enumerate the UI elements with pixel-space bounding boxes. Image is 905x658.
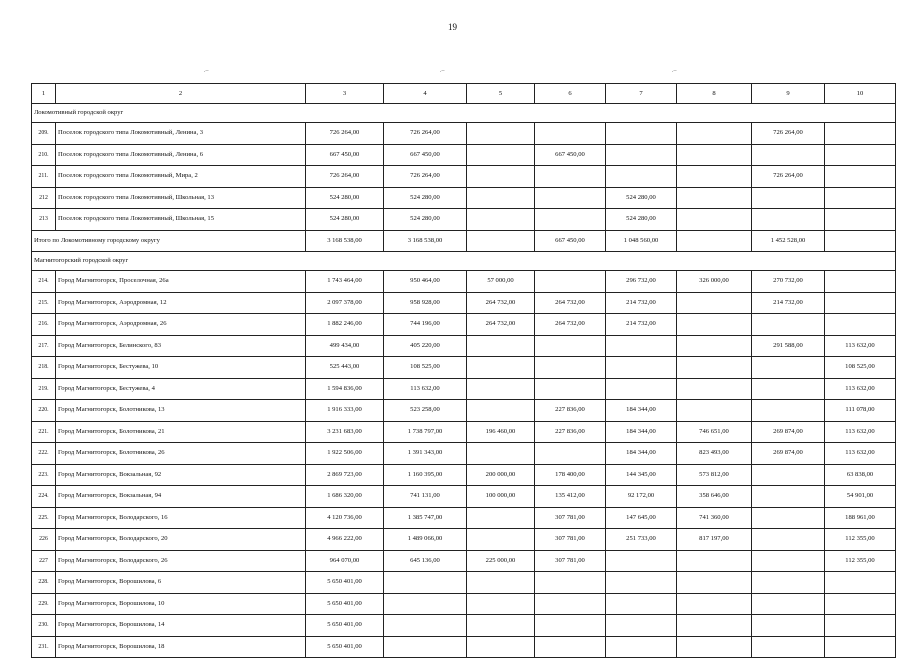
amount-cell: 823 493,00 bbox=[677, 443, 752, 465]
table-row bbox=[32, 209, 896, 231]
amount-cell: 4 120 736,00 bbox=[306, 507, 384, 529]
amount-cell: 178 400,00 bbox=[535, 464, 606, 486]
address-cell: Город Магнитогорск, Ворошилова, 14 bbox=[56, 615, 306, 637]
amount-cell bbox=[752, 144, 825, 166]
row-number: 223. bbox=[32, 464, 56, 486]
amount-cell bbox=[825, 166, 896, 188]
amount-cell bbox=[467, 572, 535, 594]
amount-cell bbox=[606, 144, 677, 166]
amount-cell bbox=[825, 209, 896, 231]
amount-cell: 524 280,00 bbox=[306, 187, 384, 209]
amount-cell: 726 264,00 bbox=[306, 123, 384, 145]
amount-cell bbox=[535, 443, 606, 465]
address-cell: Город Магнитогорск, Проселочная, 26а bbox=[56, 271, 306, 293]
table-row bbox=[32, 421, 896, 443]
amount-cell bbox=[677, 378, 752, 400]
amount-cell: 200 000,00 bbox=[467, 464, 535, 486]
row-number: 211. bbox=[32, 166, 56, 188]
amount-cell: 746 651,00 bbox=[677, 421, 752, 443]
amount-cell bbox=[467, 357, 535, 379]
amount-cell bbox=[384, 615, 467, 637]
amount-cell: 113 632,00 bbox=[825, 443, 896, 465]
amount-cell bbox=[677, 209, 752, 231]
amount-cell: 225 000,00 bbox=[467, 550, 535, 572]
table-body bbox=[32, 84, 896, 658]
row-number: 209. bbox=[32, 123, 56, 145]
amount-cell: 741 131,00 bbox=[384, 486, 467, 508]
address-cell: Город Магнитогорск, Володарского, 26 bbox=[56, 550, 306, 572]
amount-cell bbox=[677, 593, 752, 615]
table-row bbox=[32, 593, 896, 615]
amount-cell: 92 172,00 bbox=[606, 486, 677, 508]
address-cell: Поселок городского типа Локомотивный, Школьная, 13 bbox=[56, 187, 306, 209]
amount-cell bbox=[606, 335, 677, 357]
address-cell: Город Магнитогорск, Ворошилова, 6 bbox=[56, 572, 306, 594]
row-number: 228. bbox=[32, 572, 56, 594]
address-cell: Город Магнитогорск, Бестужева, 4 bbox=[56, 378, 306, 400]
row-number: 229. bbox=[32, 593, 56, 615]
amount-cell: 405 220,00 bbox=[384, 335, 467, 357]
total-amount-cell bbox=[677, 230, 752, 252]
table-row bbox=[32, 335, 896, 357]
address-cell: Город Магнитогорск, Ворошилова, 10 bbox=[56, 593, 306, 615]
amount-cell: 2 869 723,00 bbox=[306, 464, 384, 486]
amount-cell: 214 732,00 bbox=[752, 292, 825, 314]
amount-cell: 5 650 401,00 bbox=[306, 615, 384, 637]
amount-cell: 524 280,00 bbox=[384, 209, 467, 231]
amount-cell bbox=[384, 572, 467, 594]
amount-cell: 1 922 506,00 bbox=[306, 443, 384, 465]
amount-cell: 269 874,00 bbox=[752, 421, 825, 443]
row-number: 227 bbox=[32, 550, 56, 572]
amount-cell bbox=[825, 123, 896, 145]
amount-cell bbox=[535, 615, 606, 637]
budget-table bbox=[31, 83, 896, 658]
address-cell: Город Магнитогорск, Белинского, 83 bbox=[56, 335, 306, 357]
amount-cell: 1 489 066,00 bbox=[384, 529, 467, 551]
row-number: 217. bbox=[32, 335, 56, 357]
address-cell: Поселок городского типа Локомотивный, Мира, 2 bbox=[56, 166, 306, 188]
column-header: 2 bbox=[56, 84, 306, 104]
amount-cell bbox=[677, 572, 752, 594]
amount-cell: 227 836,00 bbox=[535, 400, 606, 422]
amount-cell: 326 000,00 bbox=[677, 271, 752, 293]
amount-cell: 307 781,00 bbox=[535, 507, 606, 529]
amount-cell: 726 264,00 bbox=[384, 166, 467, 188]
row-number: 220. bbox=[32, 400, 56, 422]
address-cell: Город Магнитогорск, Болотникова, 21 bbox=[56, 421, 306, 443]
amount-cell bbox=[752, 529, 825, 551]
amount-cell: 524 280,00 bbox=[606, 209, 677, 231]
amount-cell: 112 355,00 bbox=[825, 550, 896, 572]
table-row bbox=[32, 400, 896, 422]
column-header: 7 bbox=[606, 84, 677, 104]
amount-cell bbox=[752, 378, 825, 400]
amount-cell: 147 645,00 bbox=[606, 507, 677, 529]
amount-cell: 270 732,00 bbox=[752, 271, 825, 293]
amount-cell bbox=[384, 593, 467, 615]
address-cell: Город Магнитогорск, Вокзальная, 94 bbox=[56, 486, 306, 508]
table-row bbox=[32, 550, 896, 572]
amount-cell: 269 874,00 bbox=[752, 443, 825, 465]
table-row bbox=[32, 443, 896, 465]
address-cell: Город Магнитогорск, Аэродромная, 26 bbox=[56, 314, 306, 336]
section-title-row bbox=[32, 104, 896, 123]
column-header: 1 bbox=[32, 84, 56, 104]
amount-cell: 113 632,00 bbox=[825, 378, 896, 400]
amount-cell bbox=[677, 144, 752, 166]
amount-cell: 227 836,00 bbox=[535, 421, 606, 443]
amount-cell: 1 882 246,00 bbox=[306, 314, 384, 336]
amount-cell: 1 385 747,00 bbox=[384, 507, 467, 529]
address-cell: Город Магнитогорск, Аэродромная, 12 bbox=[56, 292, 306, 314]
table-row bbox=[32, 187, 896, 209]
amount-cell: 112 355,00 bbox=[825, 529, 896, 551]
total-amount-cell: 3 168 538,00 bbox=[306, 230, 384, 252]
amount-cell bbox=[606, 615, 677, 637]
amount-cell: 1 594 836,00 bbox=[306, 378, 384, 400]
amount-cell bbox=[535, 593, 606, 615]
section-title: Магнитогорский городской округ bbox=[32, 252, 896, 271]
amount-cell: 214 732,00 bbox=[606, 292, 677, 314]
amount-cell: 573 812,00 bbox=[677, 464, 752, 486]
amount-cell bbox=[677, 187, 752, 209]
amount-cell: 726 264,00 bbox=[752, 123, 825, 145]
amount-cell: 950 464,00 bbox=[384, 271, 467, 293]
table-row bbox=[32, 144, 896, 166]
address-cell: Город Магнитогорск, Болотникова, 26 bbox=[56, 443, 306, 465]
amount-cell: 964 070,00 bbox=[306, 550, 384, 572]
amount-cell: 726 264,00 bbox=[752, 166, 825, 188]
amount-cell: 113 632,00 bbox=[825, 335, 896, 357]
address-cell: Поселок городского типа Локомотивный, Школьная, 15 bbox=[56, 209, 306, 231]
amount-cell: 111 078,00 bbox=[825, 400, 896, 422]
amount-cell bbox=[752, 314, 825, 336]
total-amount-cell bbox=[825, 230, 896, 252]
row-number: 219. bbox=[32, 378, 56, 400]
table-row bbox=[32, 314, 896, 336]
amount-cell bbox=[677, 314, 752, 336]
amount-cell: 5 650 401,00 bbox=[306, 572, 384, 594]
table-row bbox=[32, 378, 896, 400]
address-cell: Город Магнитогорск, Володарского, 20 bbox=[56, 529, 306, 551]
table-row bbox=[32, 271, 896, 293]
amount-cell: 524 280,00 bbox=[306, 209, 384, 231]
amount-cell bbox=[825, 271, 896, 293]
row-number: 213 bbox=[32, 209, 56, 231]
amount-cell: 744 196,00 bbox=[384, 314, 467, 336]
row-number: 226 bbox=[32, 529, 56, 551]
amount-cell bbox=[606, 166, 677, 188]
amount-cell bbox=[752, 209, 825, 231]
amount-cell: 2 097 378,00 bbox=[306, 292, 384, 314]
amount-cell bbox=[467, 507, 535, 529]
amount-cell bbox=[677, 292, 752, 314]
amount-cell bbox=[752, 615, 825, 637]
amount-cell bbox=[677, 335, 752, 357]
row-number: 225. bbox=[32, 507, 56, 529]
table-row bbox=[32, 486, 896, 508]
amount-cell bbox=[752, 507, 825, 529]
amount-cell: 184 344,00 bbox=[606, 443, 677, 465]
amount-cell: 358 646,00 bbox=[677, 486, 752, 508]
amount-cell: 307 781,00 bbox=[535, 529, 606, 551]
amount-cell: 251 733,00 bbox=[606, 529, 677, 551]
address-cell: Город Магнитогорск, Бестужева, 10 bbox=[56, 357, 306, 379]
address-cell: Город Магнитогорск, Болотникова, 13 bbox=[56, 400, 306, 422]
amount-cell bbox=[606, 123, 677, 145]
address-cell: Поселок городского типа Локомотивный, Ленина, 6 bbox=[56, 144, 306, 166]
amount-cell bbox=[606, 550, 677, 572]
amount-cell: 524 280,00 bbox=[384, 187, 467, 209]
amount-cell: 184 344,00 bbox=[606, 421, 677, 443]
amount-cell: 525 443,00 bbox=[306, 357, 384, 379]
amount-cell bbox=[825, 144, 896, 166]
amount-cell bbox=[752, 572, 825, 594]
amount-cell: 108 525,00 bbox=[384, 357, 467, 379]
amount-cell bbox=[825, 292, 896, 314]
table-row bbox=[32, 529, 896, 551]
amount-cell: 291 588,00 bbox=[752, 335, 825, 357]
row-number: 214. bbox=[32, 271, 56, 293]
address-cell: Поселок городского типа Локомотивный, Ленина, 3 bbox=[56, 123, 306, 145]
amount-cell: 296 732,00 bbox=[606, 271, 677, 293]
row-number: 224. bbox=[32, 486, 56, 508]
amount-cell: 264 732,00 bbox=[467, 292, 535, 314]
amount-cell: 113 632,00 bbox=[825, 421, 896, 443]
amount-cell bbox=[677, 166, 752, 188]
amount-cell bbox=[535, 166, 606, 188]
amount-cell bbox=[677, 550, 752, 572]
amount-cell bbox=[752, 400, 825, 422]
table-row bbox=[32, 123, 896, 145]
amount-cell: 113 632,00 bbox=[384, 378, 467, 400]
amount-cell bbox=[467, 529, 535, 551]
column-header: 6 bbox=[535, 84, 606, 104]
amount-cell bbox=[535, 572, 606, 594]
amount-cell bbox=[467, 400, 535, 422]
column-header: 3 bbox=[306, 84, 384, 104]
scan-mark: .– bbox=[204, 68, 209, 74]
amount-cell bbox=[467, 443, 535, 465]
amount-cell bbox=[467, 123, 535, 145]
amount-cell bbox=[752, 593, 825, 615]
amount-cell bbox=[825, 314, 896, 336]
table-row bbox=[32, 572, 896, 594]
amount-cell: 264 732,00 bbox=[467, 314, 535, 336]
amount-cell bbox=[606, 378, 677, 400]
amount-cell bbox=[825, 615, 896, 637]
amount-cell bbox=[467, 593, 535, 615]
amount-cell: 4 966 222,00 bbox=[306, 529, 384, 551]
amount-cell bbox=[535, 209, 606, 231]
table-row bbox=[32, 464, 896, 486]
amount-cell: 523 258,00 bbox=[384, 400, 467, 422]
amount-cell: 54 901,00 bbox=[825, 486, 896, 508]
amount-cell bbox=[467, 378, 535, 400]
amount-cell bbox=[535, 271, 606, 293]
amount-cell: 214 732,00 bbox=[606, 314, 677, 336]
amount-cell bbox=[752, 187, 825, 209]
table-row bbox=[32, 636, 896, 658]
amount-cell bbox=[677, 400, 752, 422]
amount-cell: 196 460,00 bbox=[467, 421, 535, 443]
scan-mark: .– bbox=[672, 68, 677, 74]
amount-cell bbox=[535, 636, 606, 658]
amount-cell bbox=[535, 123, 606, 145]
amount-cell bbox=[535, 378, 606, 400]
amount-cell: 108 525,00 bbox=[825, 357, 896, 379]
amount-cell bbox=[535, 357, 606, 379]
amount-cell bbox=[677, 357, 752, 379]
amount-cell bbox=[467, 166, 535, 188]
amount-cell: 1 686 320,00 bbox=[306, 486, 384, 508]
amount-cell bbox=[752, 464, 825, 486]
amount-cell: 499 434,00 bbox=[306, 335, 384, 357]
section-title: Локомотивный городской округ bbox=[32, 104, 896, 123]
total-label: Итого по Локомотивному городскому округу bbox=[32, 230, 306, 252]
amount-cell: 100 000,00 bbox=[467, 486, 535, 508]
amount-cell bbox=[825, 572, 896, 594]
amount-cell bbox=[467, 144, 535, 166]
amount-cell bbox=[384, 636, 467, 658]
row-number: 212 bbox=[32, 187, 56, 209]
amount-cell bbox=[535, 187, 606, 209]
amount-cell bbox=[606, 357, 677, 379]
amount-cell: 817 197,00 bbox=[677, 529, 752, 551]
total-row bbox=[32, 230, 896, 252]
header-row bbox=[32, 84, 896, 104]
amount-cell bbox=[825, 636, 896, 658]
total-amount-cell: 3 168 538,00 bbox=[384, 230, 467, 252]
amount-cell: 63 838,00 bbox=[825, 464, 896, 486]
amount-cell: 5 650 401,00 bbox=[306, 593, 384, 615]
amount-cell bbox=[467, 187, 535, 209]
amount-cell: 1 160 395,00 bbox=[384, 464, 467, 486]
amount-cell: 144 345,00 bbox=[606, 464, 677, 486]
amount-cell bbox=[606, 636, 677, 658]
amount-cell: 1 743 464,00 bbox=[306, 271, 384, 293]
column-header: 4 bbox=[384, 84, 467, 104]
amount-cell bbox=[825, 187, 896, 209]
column-header: 8 bbox=[677, 84, 752, 104]
row-number: 215. bbox=[32, 292, 56, 314]
total-amount-cell: 1 048 560,00 bbox=[606, 230, 677, 252]
amount-cell bbox=[752, 636, 825, 658]
table-row bbox=[32, 166, 896, 188]
column-header: 5 bbox=[467, 84, 535, 104]
amount-cell bbox=[677, 615, 752, 637]
column-header: 9 bbox=[752, 84, 825, 104]
row-number: 210. bbox=[32, 144, 56, 166]
amount-cell bbox=[606, 593, 677, 615]
amount-cell bbox=[467, 615, 535, 637]
amount-cell: 524 280,00 bbox=[606, 187, 677, 209]
scan-mark: .– bbox=[440, 68, 445, 74]
table-row bbox=[32, 615, 896, 637]
amount-cell: 645 136,00 bbox=[384, 550, 467, 572]
amount-cell: 5 650 401,00 bbox=[306, 636, 384, 658]
address-cell: Город Магнитогорск, Вокзальная, 92 bbox=[56, 464, 306, 486]
amount-cell: 741 360,00 bbox=[677, 507, 752, 529]
row-number: 231. bbox=[32, 636, 56, 658]
row-number: 218. bbox=[32, 357, 56, 379]
amount-cell: 184 344,00 bbox=[606, 400, 677, 422]
amount-cell: 958 928,00 bbox=[384, 292, 467, 314]
amount-cell: 264 732,00 bbox=[535, 292, 606, 314]
address-cell: Город Магнитогорск, Володарского, 16 bbox=[56, 507, 306, 529]
amount-cell: 307 781,00 bbox=[535, 550, 606, 572]
amount-cell: 188 961,00 bbox=[825, 507, 896, 529]
amount-cell bbox=[467, 335, 535, 357]
amount-cell: 667 450,00 bbox=[535, 144, 606, 166]
amount-cell bbox=[677, 123, 752, 145]
amount-cell bbox=[752, 486, 825, 508]
amount-cell: 264 732,00 bbox=[535, 314, 606, 336]
amount-cell bbox=[467, 209, 535, 231]
amount-cell: 3 231 683,00 bbox=[306, 421, 384, 443]
amount-cell bbox=[467, 636, 535, 658]
amount-cell: 1 391 343,00 bbox=[384, 443, 467, 465]
amount-cell: 1 916 333,00 bbox=[306, 400, 384, 422]
row-number: 216. bbox=[32, 314, 56, 336]
amount-cell: 135 412,00 bbox=[535, 486, 606, 508]
amount-cell bbox=[752, 357, 825, 379]
amount-cell: 1 738 797,00 bbox=[384, 421, 467, 443]
table-row bbox=[32, 507, 896, 529]
total-amount-cell: 1 452 528,00 bbox=[752, 230, 825, 252]
amount-cell: 57 000,00 bbox=[467, 271, 535, 293]
row-number: 222. bbox=[32, 443, 56, 465]
table-row bbox=[32, 292, 896, 314]
amount-cell bbox=[752, 550, 825, 572]
section-title-row bbox=[32, 252, 896, 271]
column-header: 10 bbox=[825, 84, 896, 104]
amount-cell: 667 450,00 bbox=[384, 144, 467, 166]
amount-cell bbox=[825, 593, 896, 615]
row-number: 230. bbox=[32, 615, 56, 637]
total-amount-cell bbox=[467, 230, 535, 252]
amount-cell bbox=[677, 636, 752, 658]
address-cell: Город Магнитогорск, Ворошилова, 18 bbox=[56, 636, 306, 658]
amount-cell bbox=[606, 572, 677, 594]
row-number: 221. bbox=[32, 421, 56, 443]
amount-cell bbox=[535, 335, 606, 357]
page-number: 19 bbox=[448, 22, 457, 32]
table-row bbox=[32, 357, 896, 379]
amount-cell: 726 264,00 bbox=[384, 123, 467, 145]
total-amount-cell: 667 450,00 bbox=[535, 230, 606, 252]
amount-cell: 667 450,00 bbox=[306, 144, 384, 166]
amount-cell: 726 264,00 bbox=[306, 166, 384, 188]
